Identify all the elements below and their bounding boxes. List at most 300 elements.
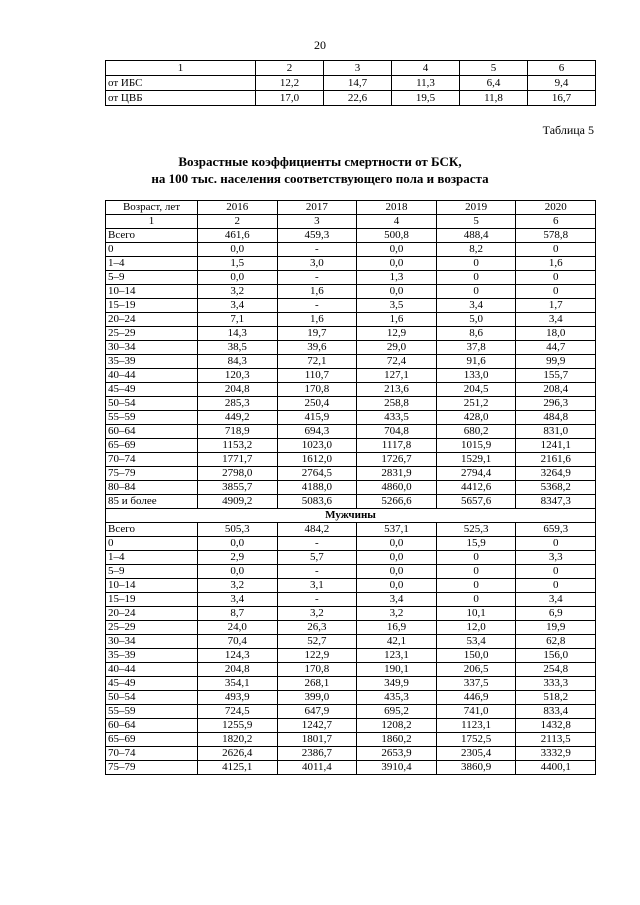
table-cell: 833,4 xyxy=(516,705,596,719)
table-cell: 3,2 xyxy=(198,579,278,593)
table-cell: 3332,9 xyxy=(516,747,596,761)
table-cell: 525,3 xyxy=(436,523,516,537)
section-header: Мужчины xyxy=(106,509,596,523)
table-row xyxy=(106,481,596,495)
table-header-row xyxy=(106,61,596,76)
table-cell: 5 xyxy=(460,61,528,76)
table-cell: 0,0 xyxy=(198,537,278,551)
table-cell: 0,0 xyxy=(198,565,278,579)
table-row xyxy=(106,411,596,425)
table-cell: 2113,5 xyxy=(516,733,596,747)
row-label: 5–9 xyxy=(106,271,198,285)
table-cell: 518,2 xyxy=(516,691,596,705)
table-row xyxy=(106,565,596,579)
table-cell: 4909,2 xyxy=(198,495,278,509)
table-cell: 0 xyxy=(516,271,596,285)
table-cell: 1,7 xyxy=(516,299,596,313)
table-cell: 1153,2 xyxy=(198,439,278,453)
table-cell: 120,3 xyxy=(198,369,278,383)
table-cell: 0,0 xyxy=(357,243,437,257)
table-cell: 0,0 xyxy=(357,565,437,579)
table-cell: 4 xyxy=(392,61,460,76)
table-cell: 38,5 xyxy=(198,341,278,355)
row-label: 0 xyxy=(106,243,198,257)
table-cell: 446,9 xyxy=(436,691,516,705)
table-row xyxy=(106,327,596,341)
row-label: 15–19 xyxy=(106,299,198,313)
table-cell: 16,9 xyxy=(357,621,437,635)
table-cell: 1,3 xyxy=(357,271,437,285)
table-row xyxy=(106,663,596,677)
table-cell: 26,3 xyxy=(277,621,357,635)
table-cell: 124,3 xyxy=(198,649,278,663)
table-cell: 3860,9 xyxy=(436,761,516,775)
table-cell: 2020 xyxy=(516,201,596,215)
table-cell: 3,5 xyxy=(357,299,437,313)
table-cell: 2386,7 xyxy=(277,747,357,761)
table-cell: 647,9 xyxy=(277,705,357,719)
table-cell: 12,0 xyxy=(436,621,516,635)
table-row xyxy=(106,537,596,551)
row-label: 70–74 xyxy=(106,453,198,467)
table-cell: 2161,6 xyxy=(516,453,596,467)
table-cell: 1,6 xyxy=(516,257,596,271)
table-cell: 3264,9 xyxy=(516,467,596,481)
table-cell: 3,4 xyxy=(357,593,437,607)
table-cell: 1023,0 xyxy=(277,439,357,453)
table-cell: 0 xyxy=(436,579,516,593)
table-cell: 0,0 xyxy=(357,537,437,551)
table-cell: 2,9 xyxy=(198,551,278,565)
table-header-row xyxy=(106,201,596,215)
table-cell: 449,2 xyxy=(198,411,278,425)
table-cell: 0 xyxy=(436,271,516,285)
table-cell: 170,8 xyxy=(277,663,357,677)
table-title-line-1: Возрастные коэффициенты смертности от БСК, xyxy=(178,154,462,169)
table-cell: 1241,1 xyxy=(516,439,596,453)
table-cell: 484,8 xyxy=(516,411,596,425)
table-cell: 296,3 xyxy=(516,397,596,411)
table-cell: 5,0 xyxy=(436,313,516,327)
table-cell: 1612,0 xyxy=(277,453,357,467)
table-cell: 0,0 xyxy=(198,271,278,285)
row-label: 50–54 xyxy=(106,397,198,411)
table-cell: 0 xyxy=(516,579,596,593)
table-cell: 44,7 xyxy=(516,341,596,355)
table-cell: 1117,8 xyxy=(357,439,437,453)
table-row xyxy=(106,341,596,355)
table-cell: 741,0 xyxy=(436,705,516,719)
section-header-row xyxy=(106,509,596,523)
table-cell: 213,6 xyxy=(357,383,437,397)
table-row xyxy=(106,719,596,733)
table-row xyxy=(106,383,596,397)
table-cell: 831,0 xyxy=(516,425,596,439)
table-cell: 349,9 xyxy=(357,677,437,691)
table-cell: 4125,1 xyxy=(198,761,278,775)
table-cell: 0,0 xyxy=(357,285,437,299)
row-label: 1 xyxy=(106,61,256,76)
table-cell: 0,0 xyxy=(198,243,278,257)
table-row xyxy=(106,551,596,565)
table-cell: 123,1 xyxy=(357,649,437,663)
row-label: 0 xyxy=(106,537,198,551)
table-cell: 285,3 xyxy=(198,397,278,411)
table-row xyxy=(106,579,596,593)
table-cell: 2653,9 xyxy=(357,747,437,761)
table-cell: - xyxy=(277,243,357,257)
table-cell: 99,9 xyxy=(516,355,596,369)
table-row xyxy=(106,635,596,649)
table-cell: 72,4 xyxy=(357,355,437,369)
table-cell: 10,1 xyxy=(436,607,516,621)
table-cell: 2016 xyxy=(198,201,278,215)
table-cell: 488,4 xyxy=(436,229,516,243)
table-cell: 24,0 xyxy=(198,621,278,635)
table-cell: 505,3 xyxy=(198,523,278,537)
table-cell: 254,8 xyxy=(516,663,596,677)
table-cell: 337,5 xyxy=(436,677,516,691)
table-cell: 6 xyxy=(516,215,596,229)
table-cell: 0,0 xyxy=(357,257,437,271)
table-row xyxy=(106,299,596,313)
table-cell: - xyxy=(277,593,357,607)
table-cell: 14,7 xyxy=(324,76,392,91)
table-cell: - xyxy=(277,271,357,285)
table-cell: 1015,9 xyxy=(436,439,516,453)
table-cell: 3,3 xyxy=(516,551,596,565)
table-row xyxy=(106,495,596,509)
table-cell: 208,4 xyxy=(516,383,596,397)
table-cell: 333,3 xyxy=(516,677,596,691)
table-cell: 14,3 xyxy=(198,327,278,341)
table-cell: 4188,0 xyxy=(277,481,357,495)
table-cell: 2794,4 xyxy=(436,467,516,481)
table-cell: 3,4 xyxy=(436,299,516,313)
table-cell: 399,0 xyxy=(277,691,357,705)
row-label: 1–4 xyxy=(106,551,198,565)
table-row xyxy=(106,369,596,383)
row-label: 75–79 xyxy=(106,761,198,775)
table-cell: 62,8 xyxy=(516,635,596,649)
table-row xyxy=(106,313,596,327)
table-cell: 5657,6 xyxy=(436,495,516,509)
table-cell: 694,3 xyxy=(277,425,357,439)
table-cell: 8,6 xyxy=(436,327,516,341)
table-cell: 718,9 xyxy=(198,425,278,439)
table-cell: 0,0 xyxy=(357,551,437,565)
table-cell: 2831,9 xyxy=(357,467,437,481)
table-cell: 39,6 xyxy=(277,341,357,355)
table-row xyxy=(106,523,596,537)
row-label: 10–14 xyxy=(106,285,198,299)
row-label: 85 и более xyxy=(106,495,198,509)
table-cell: 1529,1 xyxy=(436,453,516,467)
table-cell: 7,1 xyxy=(198,313,278,327)
continued-table xyxy=(105,60,596,106)
table-cell: 1208,2 xyxy=(357,719,437,733)
table-numbering-row xyxy=(106,215,596,229)
table-cell: 3,2 xyxy=(198,285,278,299)
table-caption: Таблица 5 xyxy=(542,123,594,137)
table-row xyxy=(106,257,596,271)
table-cell: 3,1 xyxy=(277,579,357,593)
table-row xyxy=(106,397,596,411)
table-cell: 91,6 xyxy=(436,355,516,369)
table-cell: 37,8 xyxy=(436,341,516,355)
table-cell: 156,0 xyxy=(516,649,596,663)
table-row xyxy=(106,453,596,467)
row-label: 5–9 xyxy=(106,565,198,579)
row-label: 65–69 xyxy=(106,733,198,747)
row-label: 45–49 xyxy=(106,383,198,397)
table-cell: 70,4 xyxy=(198,635,278,649)
table-cell: 8347,3 xyxy=(516,495,596,509)
row-label: 10–14 xyxy=(106,579,198,593)
table-cell: 4 xyxy=(357,215,437,229)
table-row xyxy=(106,229,596,243)
table-cell: 258,8 xyxy=(357,397,437,411)
table-cell: 4011,4 xyxy=(277,761,357,775)
table-title xyxy=(0,153,640,187)
table-cell: 170,8 xyxy=(277,383,357,397)
table-cell: 1,6 xyxy=(277,313,357,327)
row-label: 60–64 xyxy=(106,719,198,733)
table-cell: 6 xyxy=(528,61,596,76)
table-cell: 4400,1 xyxy=(516,761,596,775)
table-cell: - xyxy=(277,537,357,551)
table-cell: 2764,5 xyxy=(277,467,357,481)
table-cell: 155,7 xyxy=(516,369,596,383)
table-cell: 122,9 xyxy=(277,649,357,663)
table-row xyxy=(106,271,596,285)
table-cell: 1,6 xyxy=(357,313,437,327)
table-cell: 704,8 xyxy=(357,425,437,439)
table-cell: 15,9 xyxy=(436,537,516,551)
table-cell: 578,8 xyxy=(516,229,596,243)
row-label: 45–49 xyxy=(106,677,198,691)
table-row xyxy=(106,355,596,369)
table-cell: 127,1 xyxy=(357,369,437,383)
table-row xyxy=(106,733,596,747)
table-row xyxy=(106,607,596,621)
table-row xyxy=(106,593,596,607)
table-cell: 2 xyxy=(256,61,324,76)
table-row xyxy=(106,705,596,719)
table-cell: 0 xyxy=(516,243,596,257)
table-cell: 0 xyxy=(436,551,516,565)
row-label: 20–24 xyxy=(106,607,198,621)
table-cell: 435,3 xyxy=(357,691,437,705)
row-label: от ИБС xyxy=(106,76,256,91)
table-cell: 354,1 xyxy=(198,677,278,691)
table-cell: 17,0 xyxy=(256,91,324,106)
table-cell: 461,6 xyxy=(198,229,278,243)
table-cell: 1820,2 xyxy=(198,733,278,747)
table-cell: 0 xyxy=(436,593,516,607)
row-label: 40–44 xyxy=(106,663,198,677)
table-cell: 1801,7 xyxy=(277,733,357,747)
table-cell: 459,3 xyxy=(277,229,357,243)
table-cell: 2626,4 xyxy=(198,747,278,761)
table-row xyxy=(106,76,596,91)
table-cell: 3,4 xyxy=(516,593,596,607)
table-cell: 3,2 xyxy=(277,607,357,621)
table-cell: 72,1 xyxy=(277,355,357,369)
row-label: 40–44 xyxy=(106,369,198,383)
table-cell: 0,0 xyxy=(357,579,437,593)
row-label: 50–54 xyxy=(106,691,198,705)
table-row xyxy=(106,747,596,761)
table-cell: 19,5 xyxy=(392,91,460,106)
table-cell: 9,4 xyxy=(528,76,596,91)
row-label: 1–4 xyxy=(106,257,198,271)
table-cell: 204,8 xyxy=(198,663,278,677)
table-cell: 659,3 xyxy=(516,523,596,537)
table-cell: 680,2 xyxy=(436,425,516,439)
row-label: 55–59 xyxy=(106,411,198,425)
table-cell: 1860,2 xyxy=(357,733,437,747)
row-label: от ЦВБ xyxy=(106,91,256,106)
table-cell: 29,0 xyxy=(357,341,437,355)
table-cell: 53,4 xyxy=(436,635,516,649)
row-label: 25–29 xyxy=(106,327,198,341)
table-cell: 3 xyxy=(324,61,392,76)
table-cell: 4860,0 xyxy=(357,481,437,495)
table-row xyxy=(106,425,596,439)
table-cell: 1,5 xyxy=(198,257,278,271)
table-cell: 1726,7 xyxy=(357,453,437,467)
table-cell: 204,8 xyxy=(198,383,278,397)
table-cell: 433,5 xyxy=(357,411,437,425)
table-cell: 6,4 xyxy=(460,76,528,91)
table-row xyxy=(106,285,596,299)
table-cell: 11,8 xyxy=(460,91,528,106)
table-row xyxy=(106,621,596,635)
table-cell: 500,8 xyxy=(357,229,437,243)
table-cell: 4412,6 xyxy=(436,481,516,495)
table-cell: 0 xyxy=(436,257,516,271)
table-cell: 537,1 xyxy=(357,523,437,537)
table-cell: 42,1 xyxy=(357,635,437,649)
table-cell: 2 xyxy=(198,215,278,229)
table-cell: - xyxy=(277,565,357,579)
row-label: 75–79 xyxy=(106,467,198,481)
table-cell: 3,0 xyxy=(277,257,357,271)
table-cell: 1,6 xyxy=(277,285,357,299)
row-label: 65–69 xyxy=(106,439,198,453)
row-label: 80–84 xyxy=(106,481,198,495)
table-row xyxy=(106,439,596,453)
table-cell: 12,2 xyxy=(256,76,324,91)
table-cell: 251,2 xyxy=(436,397,516,411)
table-cell: 133,0 xyxy=(436,369,516,383)
table-cell: 428,0 xyxy=(436,411,516,425)
table-cell: 2018 xyxy=(357,201,437,215)
table-cell: 6,9 xyxy=(516,607,596,621)
row-label: 20–24 xyxy=(106,313,198,327)
table-cell: 5266,6 xyxy=(357,495,437,509)
row-label: 15–19 xyxy=(106,593,198,607)
row-label: Возраст, лет xyxy=(106,201,198,215)
table-cell: 0 xyxy=(516,565,596,579)
table-title-line-2: на 100 тыс. населения соответствующего пола и возраста xyxy=(151,171,489,186)
table-cell: 2019 xyxy=(436,201,516,215)
table-cell: 2798,0 xyxy=(198,467,278,481)
table-cell: 3,4 xyxy=(516,313,596,327)
table-row xyxy=(106,761,596,775)
page-number: 20 xyxy=(314,38,326,52)
table-row xyxy=(106,677,596,691)
table-cell: 84,3 xyxy=(198,355,278,369)
table-cell: 19,9 xyxy=(516,621,596,635)
table-cell: 8,2 xyxy=(436,243,516,257)
row-label: 60–64 xyxy=(106,425,198,439)
table-cell: 3,2 xyxy=(357,607,437,621)
table-row xyxy=(106,649,596,663)
table-cell: 0 xyxy=(516,285,596,299)
row-label: 25–29 xyxy=(106,621,198,635)
table-cell: 3855,7 xyxy=(198,481,278,495)
row-label: 30–34 xyxy=(106,341,198,355)
table-cell: 2017 xyxy=(277,201,357,215)
table-cell: 5368,2 xyxy=(516,481,596,495)
table-cell: 1752,5 xyxy=(436,733,516,747)
table-cell: 22,6 xyxy=(324,91,392,106)
table-row xyxy=(106,691,596,705)
row-label: 70–74 xyxy=(106,747,198,761)
mortality-table xyxy=(105,200,596,775)
table-cell: 16,7 xyxy=(528,91,596,106)
row-label: Всего xyxy=(106,229,198,243)
table-cell: 18,0 xyxy=(516,327,596,341)
table-cell: 415,9 xyxy=(277,411,357,425)
table-row xyxy=(106,243,596,257)
row-label: Всего xyxy=(106,523,198,537)
row-label: 30–34 xyxy=(106,635,198,649)
table-cell: 1242,7 xyxy=(277,719,357,733)
table-cell: 1771,7 xyxy=(198,453,278,467)
table-cell: 150,0 xyxy=(436,649,516,663)
table-cell: 204,5 xyxy=(436,383,516,397)
table-cell: 484,2 xyxy=(277,523,357,537)
table-cell: 268,1 xyxy=(277,677,357,691)
table-cell: 12,9 xyxy=(357,327,437,341)
table-cell: 5083,6 xyxy=(277,495,357,509)
table-cell: - xyxy=(277,299,357,313)
table-cell: 3910,4 xyxy=(357,761,437,775)
table-cell: 250,4 xyxy=(277,397,357,411)
table-cell: 52,7 xyxy=(277,635,357,649)
table-cell: 0 xyxy=(516,537,596,551)
table-cell: 3,4 xyxy=(198,593,278,607)
table-cell: 110,7 xyxy=(277,369,357,383)
table-cell: 1123,1 xyxy=(436,719,516,733)
table-row xyxy=(106,467,596,481)
table-cell: 3,4 xyxy=(198,299,278,313)
table-cell: 724,5 xyxy=(198,705,278,719)
table-cell: 695,2 xyxy=(357,705,437,719)
table-cell: 0 xyxy=(436,285,516,299)
table-cell: 2305,4 xyxy=(436,747,516,761)
table-cell: 1255,9 xyxy=(198,719,278,733)
table-cell: 0 xyxy=(436,565,516,579)
table-cell: 206,5 xyxy=(436,663,516,677)
table-cell: 190,1 xyxy=(357,663,437,677)
table-cell: 1432,8 xyxy=(516,719,596,733)
table-cell: 8,7 xyxy=(198,607,278,621)
table-cell: 5,7 xyxy=(277,551,357,565)
